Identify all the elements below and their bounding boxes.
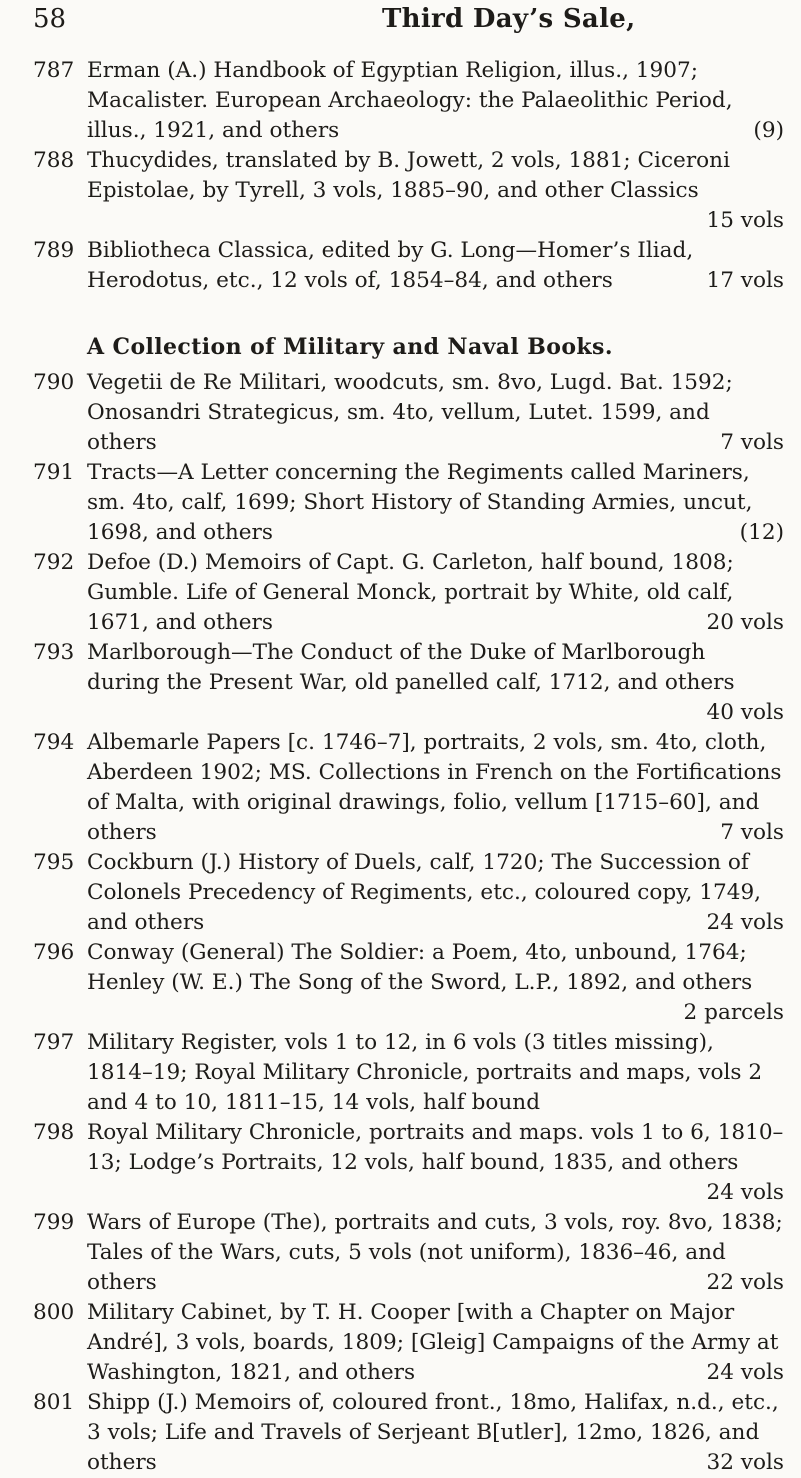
lot-entry [0, 1208, 801, 1298]
lot-number: 792 [33, 550, 75, 575]
lot-quantity: (12) [739, 520, 784, 545]
page-header [0, 0, 801, 56]
lot-quantity: 22 vols [706, 1270, 784, 1295]
lot-entry [0, 146, 801, 236]
lot-description: Shipp (J.) Memoirs of, coloured front., 18mo, Halifax, n.d., etc., 3 vols; Life and Travels of Serjeant B[utler], 12mo, 1826, and others [87, 1390, 779, 1475]
lot-entry [0, 638, 801, 728]
lot-quantity: 24 vols [706, 1360, 784, 1385]
lot-entry [0, 1118, 801, 1208]
lot-description: Cockburn (J.) History of Duels, calf, 1720; The Succession of Colonels Precedency of Regiments, etc., coloured copy, 1749, and others [87, 850, 762, 935]
lot-number: 800 [33, 1300, 75, 1325]
lot-entry [0, 236, 801, 296]
lot-number: 794 [33, 730, 75, 755]
lot-description: Vegetii de Re Militari, woodcuts, sm. 8vo, Lugd. Bat. 1592; Onosandri Strategicus, sm. 4to, vellum, Lutet. 1599, and others [87, 370, 733, 455]
lot-number: 790 [33, 370, 75, 395]
lot-number: 796 [33, 940, 75, 965]
lot-number: 799 [33, 1210, 75, 1235]
lot-number: 789 [33, 238, 75, 263]
section-heading: A Collection of Military and Naval Books. [87, 334, 613, 360]
lot-description: Royal Military Chronicle, portraits and maps. vols 1 to 6, 1810–13; Lodge’s Portraits, 12 vols, half bound, 1835, and others [87, 1120, 784, 1175]
lot-number: 793 [33, 640, 75, 665]
lot-description: Tracts—A Letter concerning the Regiments called Mariners, sm. 4to, calf, 1699; Short History of Standing Armies, uncut, 1698, and others [87, 460, 753, 545]
lot-description: Military Register, vols 1 to 12, in 6 vols (3 titles missing), 1814–19; Royal Military Chronicle, portraits and maps, vols 2 and 4 to 10, 1811–15, 14 vols, half bound [87, 1030, 763, 1115]
lot-description: Erman (A.) Handbook of Egyptian Religion, illus., 1907; Macalister. European Archaeology: the Palaeolithic Period, illus., 1921, and others [87, 58, 733, 143]
lot-quantity: 32 vols [706, 1450, 784, 1475]
lot-quantity: 24 vols [706, 910, 784, 935]
running-title: Third Day’s Sale, [382, 4, 636, 34]
lots-main [0, 368, 801, 1478]
lot-number: 798 [33, 1120, 75, 1145]
lot-description: Military Cabinet, by T. H. Cooper [with a Chapter on Major André], 3 vols, boards, 1809; [Gleig] Campaigns of the Army at Washington, 1821, and others [87, 1300, 779, 1385]
lot-description: Bibliotheca Classica, edited by G. Long—Homer’s Iliad, Herodotus, etc., 12 vols of, 1854–84, and others [87, 238, 694, 293]
lot-description: Wars of Europe (The), portraits and cuts, 3 vols, roy. 8vo, 1838; Tales of the Wars, cuts, 5 vols (not uniform), 1836–46, and others [87, 1210, 783, 1295]
lot-number: 795 [33, 850, 75, 875]
lot-entry [0, 368, 801, 458]
lot-quantity: 17 vols [706, 268, 784, 293]
lot-description: Marlborough—The Conduct of the Duke of Marlborough during the Present War, old panelled calf, 1712, and others [87, 640, 735, 695]
lot-entry [0, 938, 801, 1028]
lot-quantity: 7 vols [720, 820, 784, 845]
lot-entry [0, 548, 801, 638]
lot-number: 801 [33, 1390, 75, 1415]
lot-quantity: 2 parcels [683, 1000, 784, 1025]
lot-entry [0, 1388, 801, 1478]
lot-quantity: 40 vols [706, 700, 784, 725]
lot-quantity: 24 vols [706, 1180, 784, 1205]
lot-entry [0, 1298, 801, 1388]
lot-entry [0, 56, 801, 146]
lot-number: 788 [33, 148, 75, 173]
lot-quantity: 20 vols [706, 610, 784, 635]
lot-number: 797 [33, 1030, 75, 1055]
lots-top [0, 56, 801, 296]
lot-description: Defoe (D.) Memoirs of Capt. G. Carleton, half bound, 1808; Gumble. Life of General Monck, portrait by White, old calf, 1671, and others [87, 550, 734, 635]
lot-entry [0, 728, 801, 848]
lot-description: Conway (General) The Soldier: a Poem, 4to, unbound, 1764; Henley (W. E.) The Song of the Sword, L.P., 1892, and others [87, 940, 753, 995]
lot-description: Albemarle Papers [c. 1746–7], portraits, 2 vols, sm. 4to, cloth, Aberdeen 1902; MS. Collections in French on the Fortifications of Malta, with original drawings, folio, vellum [1715–60], and others [87, 730, 782, 845]
page-number: 58 [33, 4, 67, 34]
lot-quantity: (9) [753, 118, 784, 143]
lot-quantity: 15 vols [706, 208, 784, 233]
lot-number: 791 [33, 460, 75, 485]
lot-description: Thucydides, translated by B. Jowett, 2 vols, 1881; Ciceroni Epistolae, by Tyrell, 3 vols, 1885–90, and other Classics [87, 148, 730, 203]
lot-quantity: 7 vols [720, 430, 784, 455]
lot-entry [0, 1028, 801, 1118]
lot-entry [0, 458, 801, 548]
lot-list [0, 56, 801, 1478]
lot-number: 787 [33, 58, 75, 83]
lot-entry [0, 848, 801, 938]
